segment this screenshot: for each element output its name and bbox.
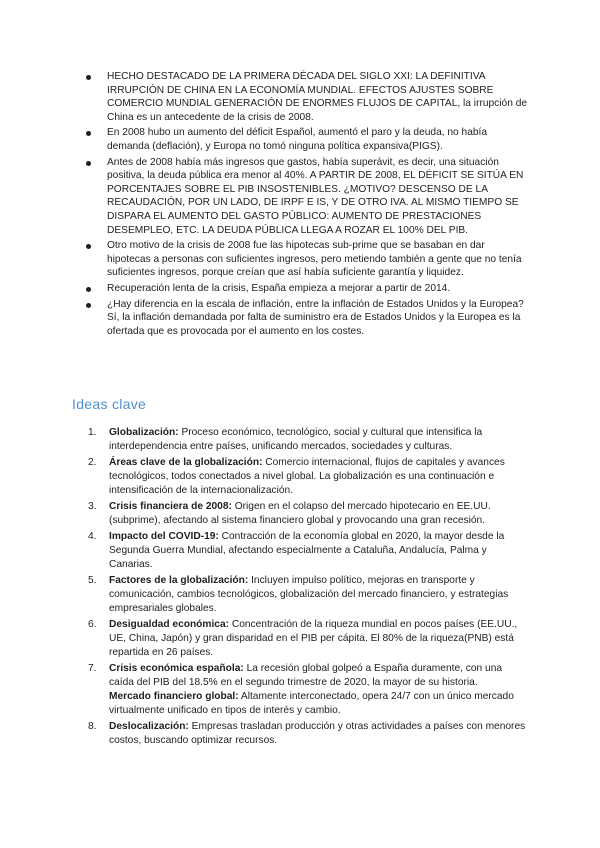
numbered-item (88, 530, 528, 572)
item-term: Desigualdad económica: (109, 619, 230, 630)
numbered-item (88, 574, 528, 616)
item-number: 3. (88, 501, 97, 512)
numbered-item (88, 662, 528, 718)
bullet-item (82, 70, 528, 124)
item-text: Concentración de la riqueza mundial en pocos países (EE.UU., UE, China, Japón) y gran disparidad en el PIB per cápita. El 80% de la riqueza(PNB) está repartida en 26 países. (109, 619, 518, 658)
item-extra-term: Mercado financiero global: (109, 691, 239, 702)
item-number: 8. (88, 721, 97, 732)
bullet-item (82, 126, 528, 153)
item-extra-text: Altamente interconectado, opera 24/7 con un único mercado virtualmente unificado en tipos de interés y cambio. (109, 691, 514, 716)
item-text: La recesión global golpeó a España duramente, con una caída del PIB del 18.5% en el segundo trimestre de 2020, la mayor de su historia. (109, 663, 503, 688)
bullet-item (82, 282, 528, 296)
bullet-dot (86, 303, 91, 308)
item-text: Contracción de la economía global en 2020, la mayor desde la Segunda Guerra Mundial, afectando especialmente a Cataluña, Andalucía, Palma y Canarias. (109, 531, 505, 570)
numbered-item (88, 456, 528, 498)
bullet-text: ¿Hay diferencia en la escala de inflación, entre la inflación de Estados Unidos y la Europea? Sí, la inflación demandada por falta de suministro era de Estados Unidos y la Europea es la ofertada que es provocada por el aumento en los costes. (107, 298, 524, 337)
item-term: Crisis financiera de 2008: (109, 501, 232, 512)
item-text: Proceso económico, tecnológico, social y cultural que intensifica la interdependencia entre países, unificando mercados, sociedades y culturas. (109, 427, 483, 452)
numbered-list (88, 426, 528, 750)
numbered-item (88, 618, 528, 660)
bullet-text: Antes de 2008 había más ingresos que gastos, había superávit, es decir, una situación positiva, la deuda pública era menor al 40%. A PARTIR DE 2008, EL DÉFICIT SE SITÚA EN PORCENTAJES SOBRE EL PIB INSOSTENIBLES. ¿MOTIVO? DESCENSO DE LA RECAUDACIÓN, POR UN LADO, DE IRPF E IS, Y DE OTRO IVA. AL MISMO TIEMPO SE DISPARA EL AUMENTO DEL GASTO PÚBLICO: AUMENTO DE PRESTACIONES DESEMPLEO, ETC. LA DEUDA PÚBLICA LLEGA A ROZAR EL 100% DEL PIB. (107, 156, 524, 236)
item-number: 4. (88, 531, 97, 542)
item-term: Globalización: (109, 427, 179, 438)
bullet-text: En 2008 hubo un aumento del déficit Español, aumentó el paro y la deuda, no había demanda (deflación), y Europa no tomó ninguna política expansiva(PIGS). (107, 127, 488, 152)
bullet-text: HECHO DESTACADO DE LA PRIMERA DÉCADA DEL SIGLO XXI: LA DEFINITIVA IRRUPCIÓN DE CHINA EN LA ECONOMÍA MUNDIAL. EFECTOS AJUSTES SOBRE COMERCIO MUNDIAL GENERACIÓN DE ENORMES FLUJOS DE CAPITAL, la irrupción de China es un antecedente de la crisis de 2008. (107, 71, 528, 123)
item-term: Áreas clave de la globalización: (109, 457, 263, 468)
bullet-item (82, 156, 528, 238)
item-number: 5. (88, 575, 97, 586)
numbered-item (88, 720, 528, 748)
item-term: Crisis económica española: (109, 663, 244, 674)
item-number: 6. (88, 619, 97, 630)
item-term: Impacto del COVID-19: (109, 531, 219, 542)
item-text: Origen en el colapso del mercado hipotecario en EE.UU. (subprime), afectando al sistema financiero global y provocando una gran recesión. (109, 501, 491, 526)
bullet-dot (86, 287, 91, 292)
bullet-dot (86, 131, 91, 136)
bullet-dot (86, 244, 91, 249)
bullet-text: Recuperación lenta de la crisis, España empieza a mejorar a partir de 2014. (107, 282, 451, 294)
item-text: Comercio internacional, flujos de capitales y avances tecnológicos, todos conectados a nivel global. La globalización es una continuación e intensificación de la internacionalización. (109, 457, 505, 496)
item-number: 1. (88, 427, 97, 438)
bullet-dot (86, 161, 91, 166)
item-term: Deslocalización: (109, 721, 189, 732)
numbered-item (88, 426, 528, 454)
bullet-text: Otro motivo de la crisis de 2008 fue las hipotecas sub-prime que se basaban en dar hipotecas a personas con suficientes ingresos, pero metiendo también a gente que no tenía suficientes ingresos, porque creían que así había suficiente garantía y liquidez. (107, 240, 522, 279)
bullet-dot (86, 75, 91, 80)
bullet-list (82, 70, 528, 340)
bullet-item (82, 298, 528, 339)
section-heading: Ideas clave (72, 396, 147, 412)
item-extra (109, 690, 528, 718)
item-term: Factores de la globalización: (109, 575, 249, 586)
item-text: Incluyen impulso político, mejoras en transporte y comunicación, cambios tecnológicos, globalización del mercado financiero, y estrategias empresariales globales. (109, 575, 509, 614)
numbered-item (88, 500, 528, 528)
bullet-item (82, 239, 528, 280)
item-text: Empresas trasladan producción y otras actividades a países con menores costos, buscando optimizar recursos. (109, 721, 526, 746)
item-number: 2. (88, 457, 97, 468)
item-number: 7. (88, 663, 97, 674)
